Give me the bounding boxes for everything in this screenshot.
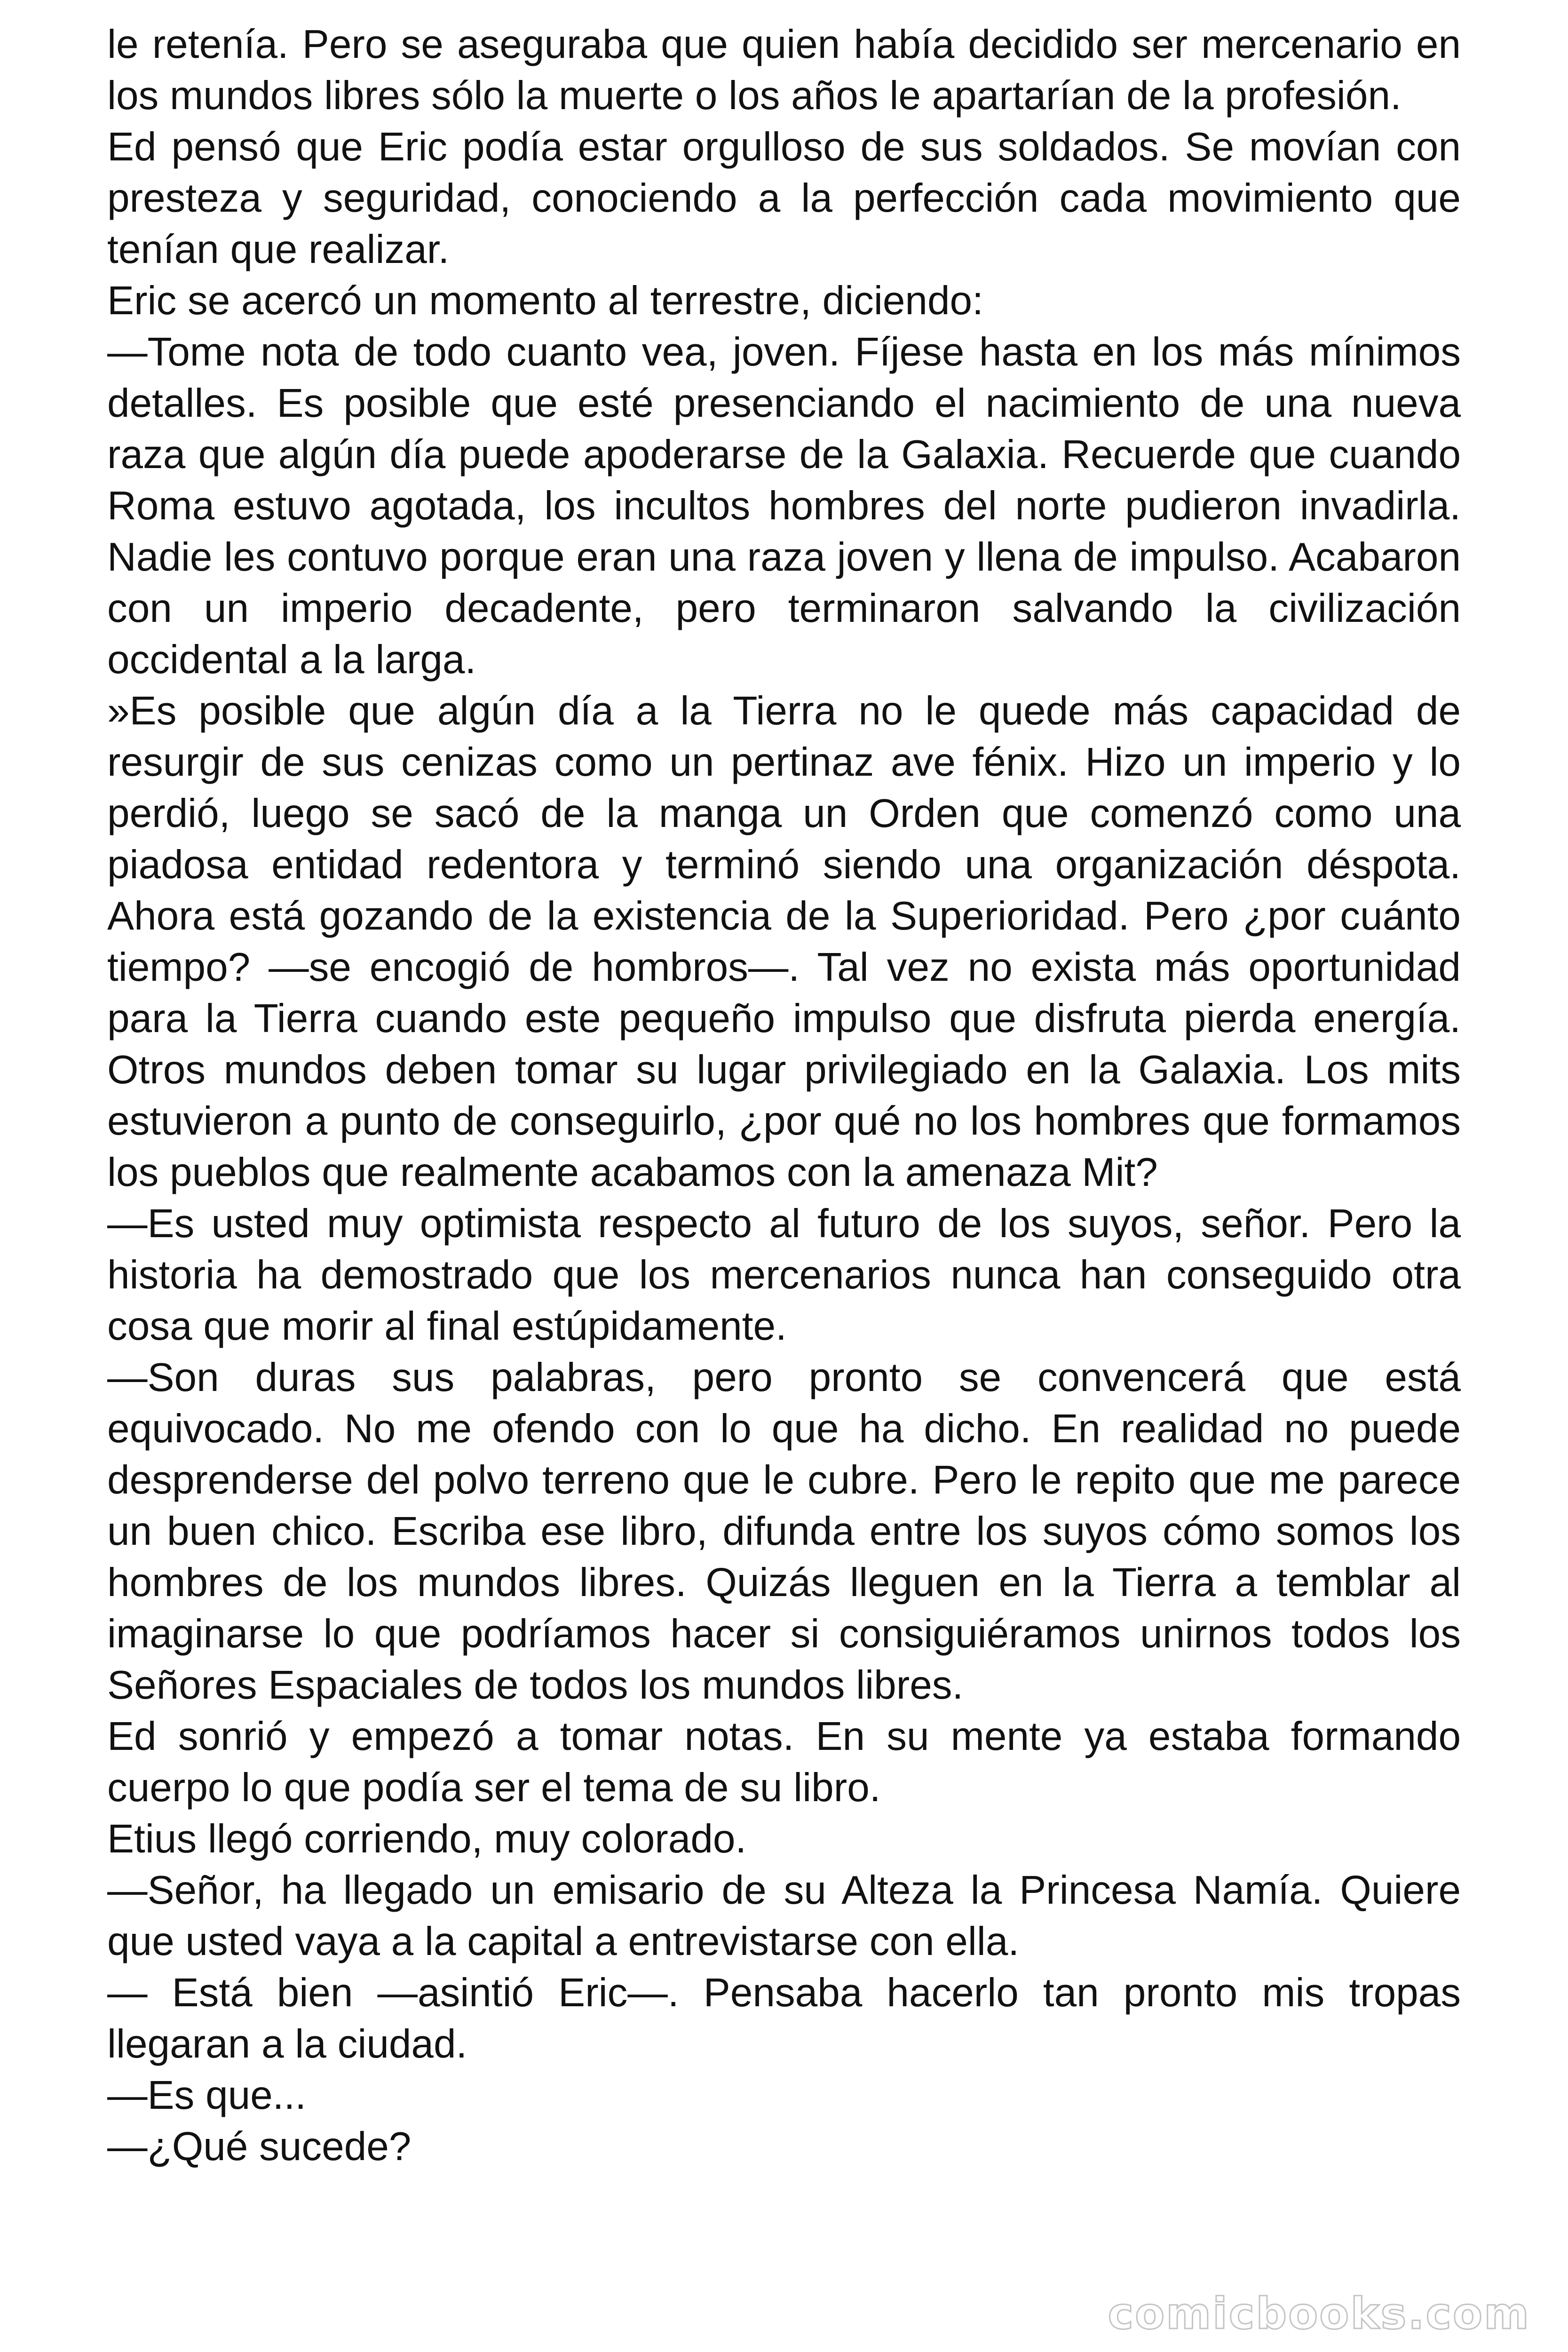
paragraph: — Está bien —asintió Eric—. Pensaba hacerlo tan pronto mis tropas llegaran a la ciudad. [107, 1971, 1461, 2066]
paragraph: Ed pensó que Eric podía estar orgulloso de sus soldados. Se movían con presteza y seguridad, conociendo a la perfección cada movimiento que tenían que realizar. [107, 125, 1461, 272]
paragraph: Eric se acercó un momento al terrestre, diciendo: [107, 278, 983, 323]
paragraph: Etius llegó corriendo, muy colorado. [107, 1817, 747, 1861]
paragraph: —Tome nota de todo cuanto vea, joven. Fíjese hasta en los más mínimos detalles. Es posible que esté presenciando el nacimiento de una nueva raza que algún día puede apoderarse de la Galaxia. Recuerde que cuando Roma estuvo agotada, los incultos hombres del norte pudieron invadirla. Nadie les contuvo porque eran una raza joven y llena de impulso. Acabaron con un imperio decadente, pero terminaron salvando la civilización occidental a la larga. [107, 330, 1461, 682]
paragraph: —Señor, ha llegado un emisario de su Alteza la Princesa Namía. Quiere que usted vaya a la capital a entrevistarse con ella. [107, 1868, 1461, 1964]
paragraph: le retenía. Pero se aseguraba que quien había decidido ser mercenario en los mundos libres sólo la muerte o los años le apartarían de la profesión. [107, 22, 1461, 118]
paragraph: —Es usted muy optimista respecto al futuro de los suyos, señor. Pero la historia ha demostrado que los mercenarios nunca han conseguido otra cosa que morir al final estúpidamente. [107, 1201, 1461, 1349]
document-body [107, 19, 1461, 2172]
paragraph: Ed sonrió y empezó a tomar notas. En su mente ya estaba formando cuerpo lo que podía ser el tema de su libro. [107, 1714, 1461, 1810]
watermark-logo: comicbooks.com [1108, 2288, 1530, 2339]
paragraph: —Son duras sus palabras, pero pronto se convencerá que está equivocado. No me ofendo con lo que ha dicho. En realidad no puede desprenderse del polvo terreno que le cubre. Pero le repito que me parece un buen chico. Escriba ese libro, difunda entre los suyos cómo somos los hombres de los mundos libres. Quizás lleguen en la Tierra a temblar al imaginarse lo que podríamos hacer si consiguiéramos unirnos todos los Señores Espaciales de todos los mundos libres. [107, 1355, 1461, 1708]
paragraph: —Es que... [107, 2073, 306, 2118]
paragraph: »Es posible que algún día a la Tierra no le quede más capacidad de resurgir de sus cenizas como un pertinaz ave fénix. Hizo un imperio y lo perdió, luego se sacó de la manga un Orden que comenzó como una piadosa entidad redentora y terminó siendo una organización déspota. Ahora está gozando de la existencia de la Superioridad. Pero ¿por cuánto tiempo? —se encogió de hombros—. Tal vez no exista más oportunidad para la Tierra cuando este pequeño impulso que disfruta pierda energía. Otros mundos deben tomar su lugar privilegiado en la Galaxia. Los mits estuvieron a punto de conseguirlo, ¿por qué no los hombres que formamos los pueblos que realmente acabamos con la amenaza Mit? [107, 689, 1461, 1195]
paragraph: —¿Qué sucede? [107, 2124, 412, 2169]
